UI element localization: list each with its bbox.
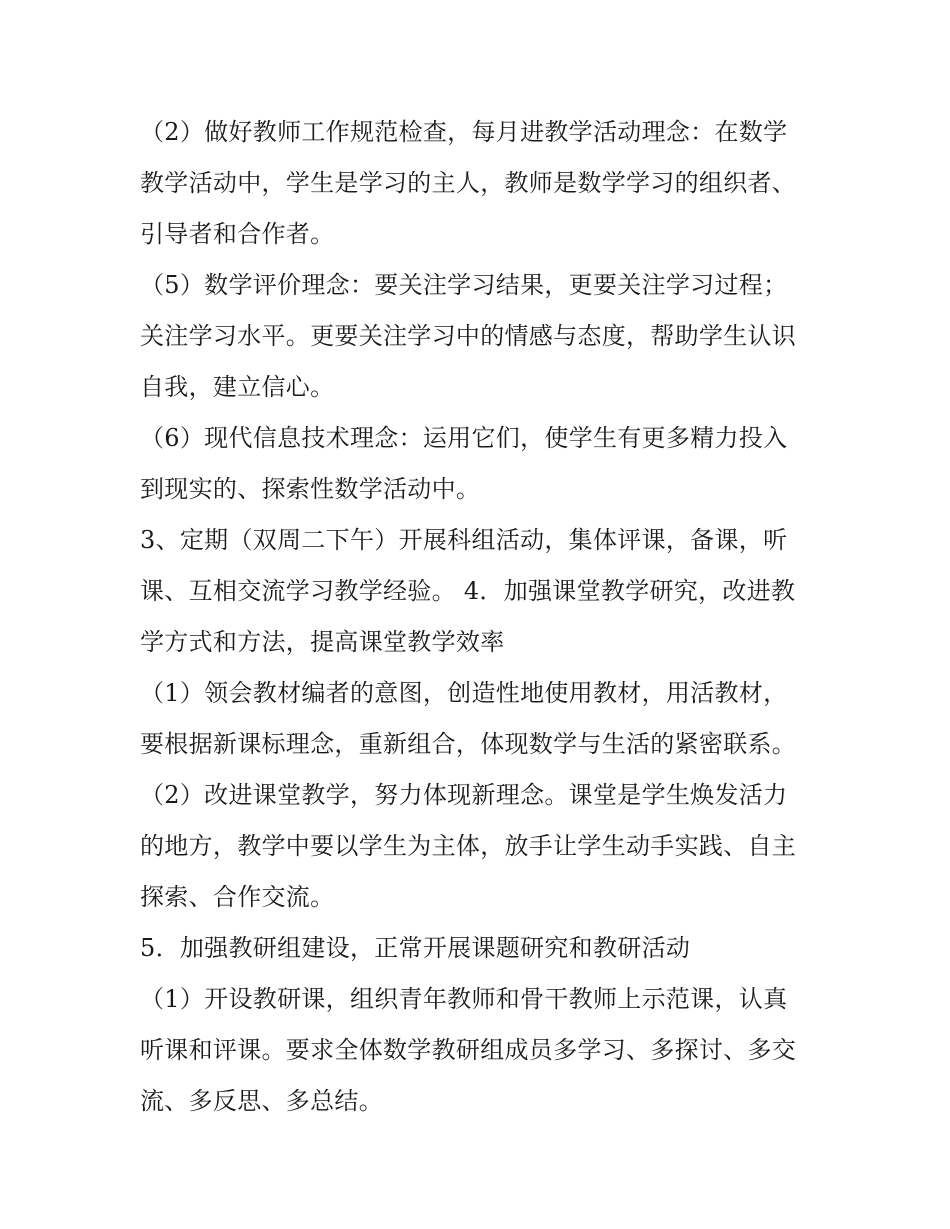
document-page (140, 107, 820, 1127)
text-line: 课、互相交流学习教学经验。 4．加强课堂教学研究，改进教 (140, 577, 796, 605)
text-line: 听课和评课。要求全体数学教研组成员多学习、多探讨、多交 (140, 1036, 797, 1064)
text-line: 教学活动中，学生是学习的主人，教师是数学学习的组织者、 (140, 169, 797, 197)
text-line: 自我，建立信心。 (140, 373, 335, 401)
text-line: 学方式和方法，提高课堂教学效率 (140, 628, 505, 656)
text-line: 的地方，教学中要以学生为主体，放手让学生动手实践、自主 (140, 832, 797, 860)
text-line: 关注学习水平。更要关注学习中的情感与态度，帮助学生认识 (140, 322, 797, 350)
text-line: （6）现代信息技术理念：运用它们，使学生有更多精力投入 (140, 424, 788, 452)
text-line: （2）改进课堂教学，努力体现新理念。课堂是学生焕发活力 (140, 781, 788, 809)
text-line: 到现实的、探索性数学活动中。 (140, 475, 481, 503)
text-line: 3、定期（双周二下午）开展科组活动，集体评课，备课，听 (140, 526, 788, 554)
text-line: （5）数学评价理念：要关注学习结果，更要关注学习过程； (140, 271, 788, 299)
text-line: （1）领会教材编者的意图，创造性地使用教材，用活教材， (140, 679, 788, 707)
text-line: 要根据新课标理念，重新组合，体现数学与生活的紧密联系。 (140, 730, 797, 758)
text-line: 探索、合作交流。 (140, 883, 335, 911)
text-line: 5．加强教研组建设，正常开展课题研究和教研活动 (140, 934, 691, 962)
text-line: 流、多反思、多总结。 (140, 1087, 383, 1115)
text-line: （1）开设教研课，组织青年教师和骨干教师上示范课，认真 (140, 985, 788, 1013)
text-line: 引导者和合作者。 (140, 220, 335, 248)
text-line: （2）做好教师工作规范检查，每月进教学活动理念：在数学 (140, 118, 788, 146)
